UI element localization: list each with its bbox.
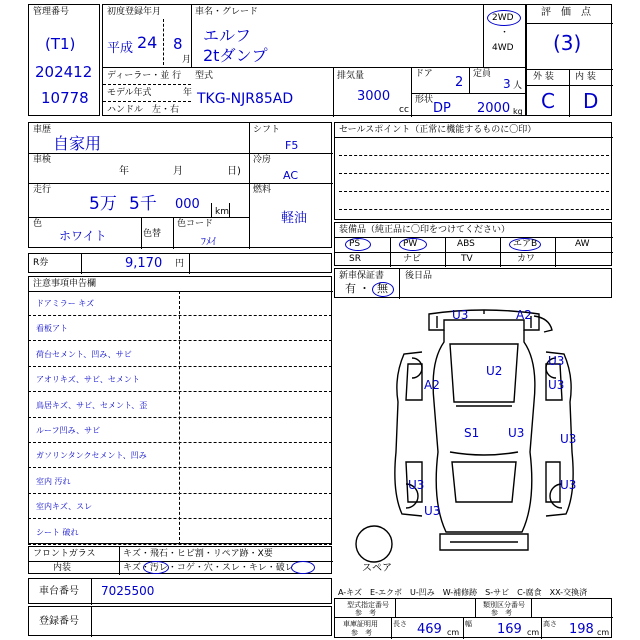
chassis-box [28, 578, 332, 604]
damage-mark: U3 [424, 504, 441, 518]
drive-4wd: 4WD [492, 43, 514, 53]
inspection-day: 日) [227, 166, 241, 177]
ac-value: AC [283, 169, 299, 182]
damage-mark: U3 [548, 354, 565, 368]
class-spec-label: 類別区分番号 [483, 601, 525, 609]
color-code-value: ﾌﾒｲ [201, 237, 216, 248]
grade-label: 評 価 点 [541, 7, 591, 18]
reg-era: 平成 [107, 41, 134, 56]
model-year-unit: 年 [183, 88, 193, 98]
equip-navi: ナビ [403, 254, 422, 264]
dirt-circle [143, 561, 169, 574]
note-item: ガソリンタンクセメント、凹み [36, 451, 147, 461]
recycle-label: R券 [33, 258, 49, 268]
damage-mark: A2 [516, 308, 532, 322]
note-divider [28, 493, 332, 494]
note-item: アオリキズ、サビ、セメント [36, 375, 140, 385]
front-glass-label: フロントガラス [33, 549, 96, 559]
interior-label: 内装 [53, 563, 72, 573]
mileage-rest: 000 [175, 197, 200, 212]
shape-label: 形状 [415, 95, 434, 105]
fuel-label: 燃料 [253, 185, 272, 195]
exterior-grade: C [541, 89, 555, 113]
capacity-label: 定員 [473, 69, 492, 79]
equip-airbag: エアB [513, 239, 538, 249]
fuel-value: 軽油 [281, 211, 308, 226]
equip-pw: PW [403, 239, 418, 249]
cert-label: 車庫証明用 [343, 620, 378, 628]
damage-mark: U3 [408, 478, 425, 492]
warranty-yes: 有 [345, 282, 356, 295]
month-unit: 月 [182, 55, 192, 65]
note-divider [28, 366, 332, 367]
damage-mark: U3 [560, 432, 577, 446]
damage-mark: A2 [424, 378, 440, 392]
handle-label: ハンドル 左・右 [107, 105, 180, 115]
interior-value: キズ・汚レ・コゲ・穴・スレ・キレ・破レ [123, 563, 294, 573]
capacity-value: 3 [503, 77, 511, 91]
note-divider [28, 544, 332, 545]
note-item: 荷台セメント、凹み、サビ [36, 349, 132, 359]
type-value: TKG-NJR85AD [197, 91, 294, 107]
spare-label: スペア [362, 563, 392, 574]
cert-ref: 参 考 [351, 629, 372, 637]
recycle-unit: 円 [175, 259, 185, 269]
sales-points-title: セールスポイント（正常に機能するものに〇印） [339, 125, 537, 135]
displacement-value: 3000 [357, 89, 391, 104]
car-grade: 2tダンプ [203, 46, 268, 65]
note-divider [28, 315, 332, 316]
note-item: 鳥居キズ、サビ、セメント、歪 [36, 400, 148, 410]
damage-mark: U3 [508, 426, 525, 440]
ac-label: 冷房 [253, 155, 272, 165]
exterior-label: 外 装 [533, 72, 554, 82]
damage-legend: A-キズ E-エクボ U-凹み W-補修跡 S-サビ C-腐食 XX-交換済 [338, 588, 588, 597]
interior-grade: D [583, 89, 599, 113]
note-divider [28, 417, 332, 418]
inspection-month: 月 [173, 166, 183, 177]
note-item: シート 破れ [36, 527, 79, 537]
equip-sr: SR [349, 254, 361, 264]
shape-value: DP [433, 101, 451, 116]
car-name: エルフ [203, 26, 252, 45]
displacement-label: 排気量 [337, 71, 365, 81]
note-divider [28, 467, 332, 468]
chassis-label: 車台番号 [39, 586, 79, 597]
use-label: 車歴 [33, 125, 52, 135]
model-spec-label: 型式指定番号 [347, 601, 389, 609]
width-label: 幅 [465, 620, 472, 628]
equip-leather: カワ [517, 254, 536, 264]
warranty-box [334, 268, 612, 298]
note-divider [28, 340, 332, 341]
note-item: 看板アト [36, 324, 68, 334]
front-glass-value: キズ・飛石・ヒビ割・リペア跡・X要 [123, 549, 273, 559]
mgmt-label: 管理番号 [33, 7, 70, 17]
chassis-value: 7025500 [101, 584, 155, 598]
color-value: ホワイト [59, 229, 107, 243]
notes-title: 注意事項申告欄 [33, 279, 97, 289]
mileage-man: 5万 [89, 194, 117, 214]
weight-unit: kg [513, 107, 523, 116]
color-label: 色 [33, 219, 43, 229]
reg-month: 8 [173, 35, 183, 53]
reg-year: 24 [137, 33, 158, 52]
dealer-label: ディーラー・並 行 [107, 71, 182, 81]
mgmt-box [28, 4, 100, 116]
length-value: 469 [417, 622, 442, 637]
first-reg-label: 初度登録年月 [107, 7, 162, 17]
details-box [28, 122, 332, 248]
height-label: 高さ [543, 620, 557, 628]
width-unit: cm [527, 628, 540, 637]
damage-mark: U3 [548, 378, 565, 392]
use-value: 自家用 [53, 134, 102, 153]
height-value: 198 [569, 622, 594, 637]
warranty-no: 無 [377, 282, 388, 295]
inspection-year: 年 [119, 166, 129, 177]
model-year-label: モデル年式 [107, 88, 152, 98]
damage-mark: U3 [452, 308, 469, 322]
shift-label: シフト [253, 125, 281, 135]
door-value: 2 [455, 75, 464, 90]
equip-aw: AW [575, 239, 590, 249]
name-label: 車名・グレード [195, 7, 259, 17]
inspection-label: 車検 [33, 155, 52, 165]
damage-mark: S1 [464, 426, 480, 440]
length-label: 長さ [393, 620, 407, 628]
warranty-dot: ・ [359, 282, 370, 295]
weight-value: 2000 [477, 101, 511, 116]
tear-circle [291, 561, 315, 574]
sales-points-box [334, 122, 612, 220]
length-unit: cm [447, 628, 460, 637]
recycle-value: 9,170 [125, 256, 163, 271]
shift-value: F5 [285, 139, 299, 152]
model-spec-ref: 参 考 [355, 609, 376, 617]
dims-box [334, 598, 612, 638]
note-divider [28, 391, 332, 392]
car-info-box [102, 4, 526, 116]
note-item: ルーフ凹み、サビ [36, 426, 101, 435]
mgmt-date: 202412 [35, 63, 93, 81]
mileage-unit: km [215, 207, 229, 217]
door-label: ドア [415, 69, 433, 79]
grade-score: (3) [553, 31, 582, 55]
color-code-label: 色コード [177, 219, 214, 229]
cc-unit: cc [399, 105, 409, 115]
glass-box [28, 546, 332, 574]
mgmt-no: 10778 [41, 89, 89, 107]
type-label: 型式 [195, 71, 214, 81]
note-item: ドアミラー キズ [36, 299, 95, 308]
equip-tv: TV [461, 254, 473, 264]
width-value: 169 [497, 622, 522, 637]
reg-label: 登録番号 [39, 616, 79, 627]
damage-mark: U3 [560, 478, 577, 492]
note-divider [28, 518, 332, 519]
capacity-unit: 人 [513, 81, 523, 91]
note-item: 室内 汚れ [36, 476, 71, 486]
equipment-box [334, 222, 612, 266]
recycle-box [28, 253, 332, 273]
class-spec-ref: 参 考 [491, 609, 512, 617]
equipment-title: 装備品（純正品に〇印をつけてください） [339, 225, 511, 235]
equip-abs: ABS [457, 239, 475, 249]
reg-box [28, 606, 332, 636]
drive-dot: ・ [500, 28, 510, 38]
damage-mark: U2 [486, 364, 503, 378]
equip-ps: PS [349, 239, 361, 249]
height-unit: cm [597, 628, 610, 637]
warranty-after-label: 後日品 [405, 271, 433, 281]
mgmt-code: (T1) [45, 35, 76, 53]
mileage-sen: 5千 [129, 194, 157, 214]
interior-label: 内 装 [575, 72, 596, 82]
grade-box [526, 4, 612, 116]
mileage-label: 走行 [33, 185, 52, 195]
note-item: 室内キズ、スレ [36, 502, 93, 512]
warranty-new-label: 新車保証書 [339, 271, 385, 281]
note-divider [28, 442, 332, 443]
drive-2wd: 2WD [492, 13, 514, 23]
color-change-label: 色替 [143, 229, 162, 239]
